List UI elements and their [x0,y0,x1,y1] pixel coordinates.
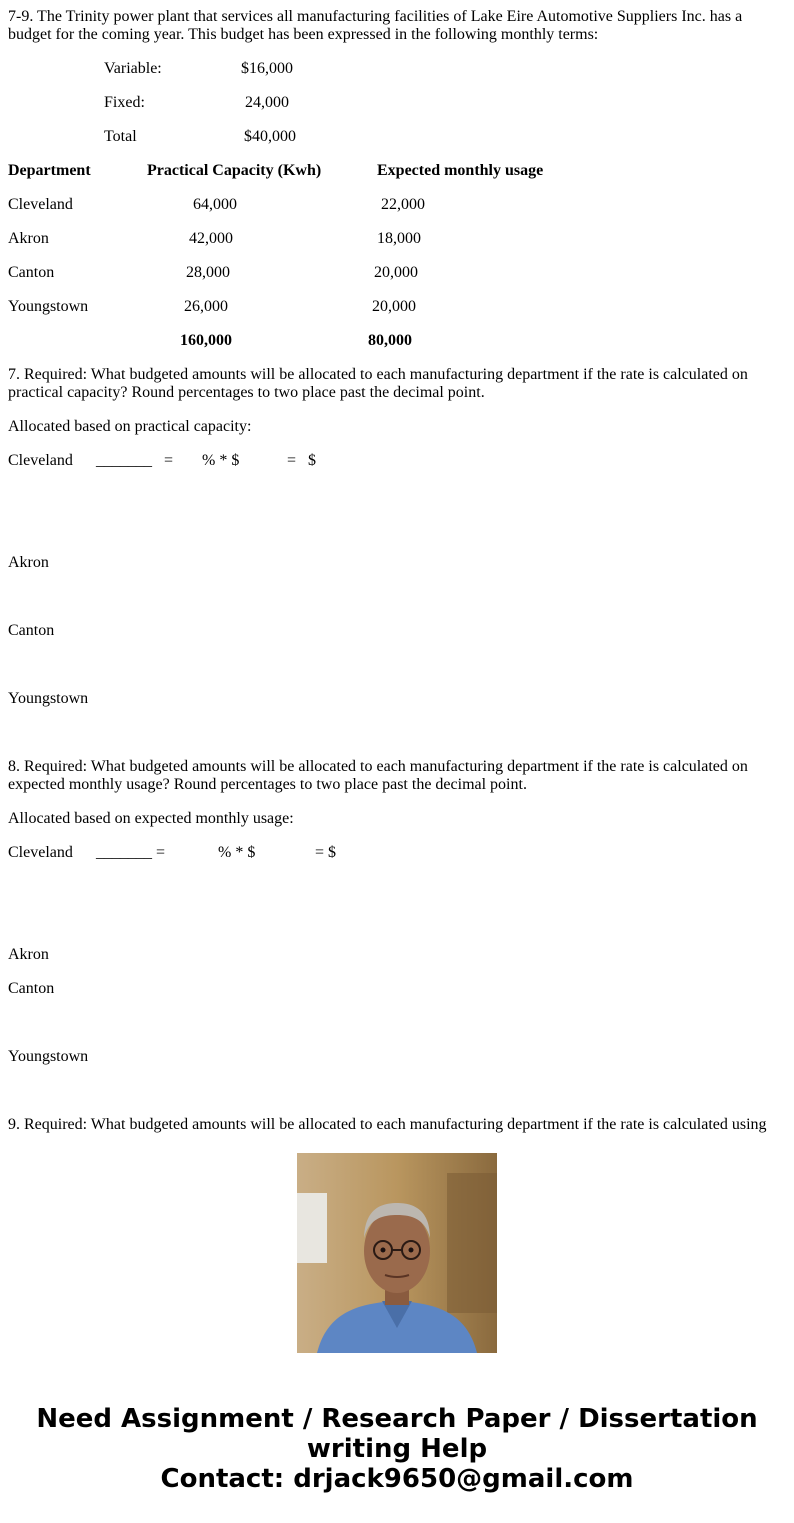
table-cell-usage: 20,000 [372,298,416,315]
table-header-department: Department [8,162,91,179]
table-header-usage: Expected monthly usage [377,162,544,179]
question-8-dept: Akron [8,946,49,963]
formula-dept: Cleveland [8,452,73,469]
table-total-capacity: 160,000 [180,332,232,349]
table-cell-usage: 20,000 [374,264,418,281]
table-cell-capacity: 64,000 [193,196,237,213]
question-8-text: 8. Required: What budgeted amounts will be allocated to each manufacturing department if the rate is calculated on expected monthly usage? Round percentages to two place past the decimal point. [8,758,748,793]
table-total-usage: 80,000 [368,332,412,349]
table-cell-usage: 22,000 [381,196,425,213]
table-cell-capacity: 26,000 [184,298,228,315]
question-9-text: 9. Required: What budgeted amounts will be allocated to each manufacturing department if the rate is calculated using [8,1116,767,1133]
table-cell-dept: Cleveland [8,196,73,213]
question-7-text: 7. Required: What budgeted amounts will be allocated to each manufacturing department if the rate is calculated on practical capacity? Round percentages to two place past the decimal point. [8,366,748,401]
table-cell-capacity: 28,000 [186,264,230,281]
formula-dept: Cleveland [8,844,73,861]
formula-blank: _______ = [96,844,166,861]
formula-dollar: $ [308,452,316,469]
formula-equals: = [287,452,297,469]
question-8-dept: Youngstown [8,1048,89,1065]
question-7-dept: Youngstown [8,690,89,707]
budget-label-total: Total [104,128,137,145]
table-cell-dept: Canton [8,264,55,281]
promo-line: Need Assignment / Research Paper / Dissertation [36,1404,758,1434]
formula-percent: % * $ [218,844,256,861]
question-8-heading: Allocated based on expected monthly usage: [8,810,294,827]
question-7-heading: Allocated based on practical capacity: [8,418,252,435]
budget-label-variable: Variable: [104,60,162,77]
tutor-photo [297,1153,497,1353]
question-7-dept: Akron [8,554,49,571]
formula-equals: = [164,452,174,469]
promo-banner [0,1404,794,1494]
promo-contact: Contact: drjack9650@gmail.com [160,1464,634,1494]
table-cell-usage: 18,000 [377,230,421,247]
budget-label-fixed: Fixed: [104,94,145,111]
table-cell-dept: Akron [8,230,49,247]
table-cell-capacity: 42,000 [189,230,233,247]
formula-percent: % * $ [202,452,240,469]
table-cell-dept: Youngstown [8,298,89,315]
budget-value-fixed: 24,000 [245,94,289,111]
promo-line: writing Help [306,1434,488,1464]
question-8-dept: Canton [8,980,55,997]
table-header-capacity: Practical Capacity (Kwh) [147,162,322,179]
problem-intro: 7-9. The Trinity power plant that services all manufacturing facilities of Lake Eire Automotive Suppliers Inc. has a budget for the coming year. This budget has been expressed in the following monthly terms: [8,8,743,43]
question-7-dept: Canton [8,622,55,639]
budget-value-variable: $16,000 [241,60,293,77]
formula-blank: _______ [96,452,152,469]
budget-value-total: $40,000 [244,128,296,145]
formula-result: = $ [315,844,337,861]
